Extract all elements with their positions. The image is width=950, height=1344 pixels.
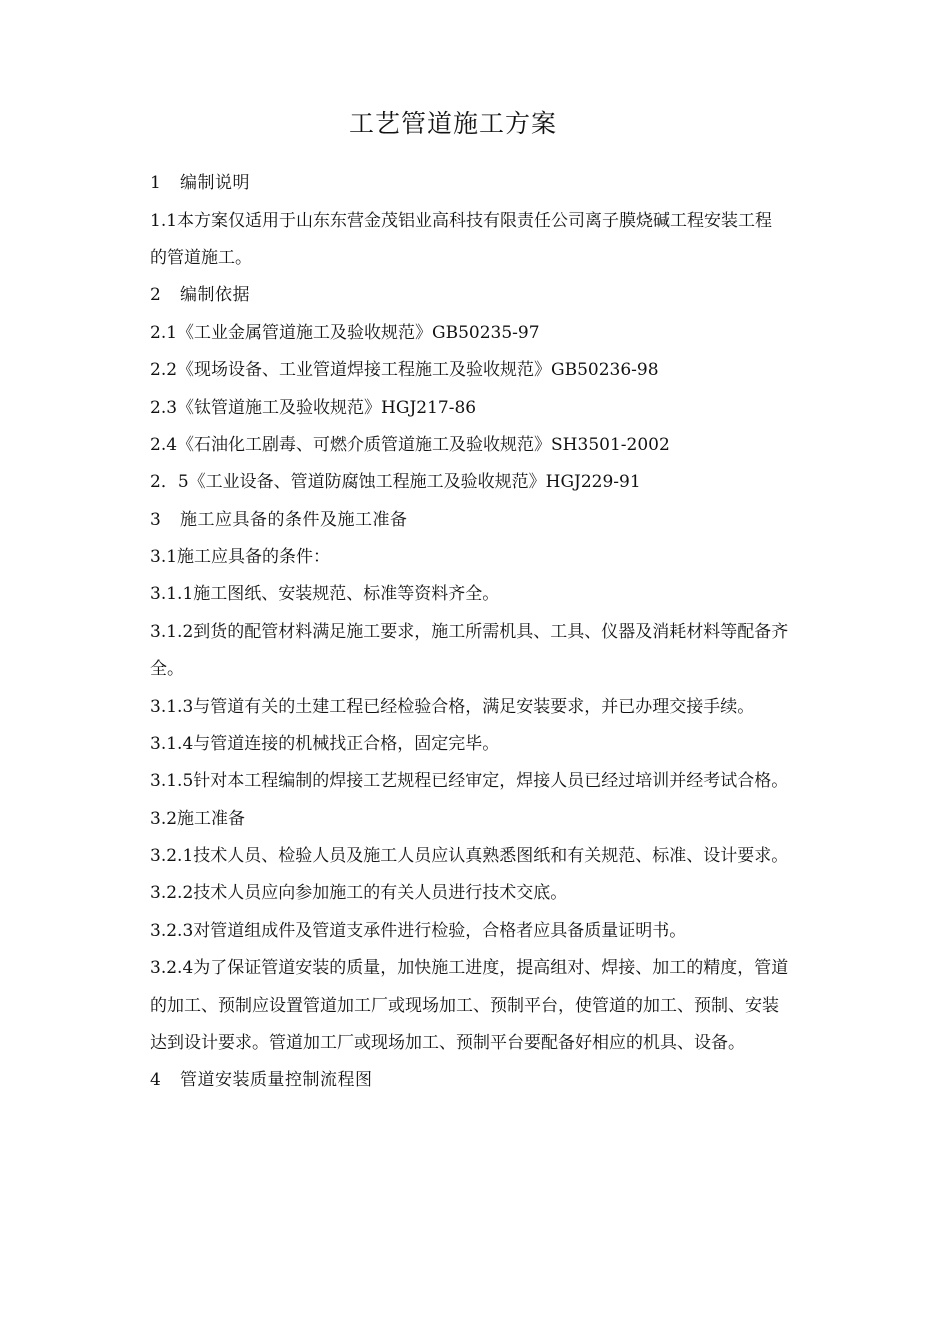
- section-heading-3: [150, 507, 870, 533]
- reference-item: 2.3《钛管道施工及验收规范》HGJ217-86: [150, 398, 477, 418]
- paragraph-line: 的管道施工。: [150, 248, 252, 268]
- section-title: 编制依据: [180, 285, 250, 305]
- reference-item: 2．5《工业设备、管道防腐蚀工程施工及验收规范》HGJ229-91: [150, 472, 641, 492]
- paragraph-line: 3.1.1施工图纸、安装规范、标准等资料齐全。: [150, 584, 500, 604]
- paragraph-line: 3.1.5针对本工程编制的焊接工艺规程已经审定，焊接人员已经过培训并经考试合格。: [150, 771, 789, 791]
- document-title: 工艺管道施工方案: [348, 109, 557, 138]
- section-title: 编制说明: [180, 173, 250, 193]
- section-title: 施工应具备的条件及施工准备: [180, 510, 408, 530]
- paragraph-line: 3.2.4为了保证管道安装的质量，加快施工进度，提高组对、焊接、加工的精度，管道: [150, 958, 789, 978]
- reference-item: 2.2《现场设备、工业管道焊接工程施工及验收规范》GB50236-98: [150, 360, 659, 380]
- paragraph-line: 3.1.4与管道连接的机械找正合格，固定完毕。: [150, 734, 500, 754]
- section-heading-1: [150, 170, 870, 196]
- subsection-heading: 3.2施工准备: [150, 809, 246, 829]
- paragraph-line: 达到设计要求。管道加工厂或现场加工、预制平台要配备好相应的机具、设备。: [150, 1033, 745, 1053]
- paragraph-line: 1.1本方案仅适用于山东东营金茂铝业高科技有限责任公司离子膜烧碱工程安装工程: [150, 211, 773, 231]
- paragraph-line: 3.1.2到货的配管材料满足施工要求，施工所需机具、工具、仪器及消耗材料等配备齐: [150, 622, 789, 642]
- section-heading-2: [150, 282, 870, 308]
- section-title: 管道安装质量控制流程图: [180, 1070, 373, 1090]
- paragraph-line: 3.2.3对管道组成件及管道支承件进行检验，合格者应具备质量证明书。: [150, 921, 687, 941]
- section-number: 4: [150, 1070, 162, 1090]
- paragraph-line: 3.2.1技术人员、检验人员及施工人员应认真熟悉图纸和有关规范、标准、设计要求。: [150, 846, 789, 866]
- paragraph-line: 3.2.2技术人员应向参加施工的有关人员进行技术交底。: [150, 883, 568, 903]
- section-number: 2: [150, 285, 162, 305]
- section-heading-4: [150, 1067, 870, 1093]
- paragraph-line: 的加工、预制应设置管道加工厂或现场加工、预制平台，使管道的加工、预制、安装: [150, 996, 779, 1016]
- section-number: 1: [150, 173, 162, 193]
- subsection-heading: 3.1施工应具备的条件：: [150, 547, 331, 567]
- paragraph-line: 全。: [150, 659, 184, 679]
- reference-item: 2.4《石油化工剧毒、可燃介质管道施工及验收规范》SH3501-2002: [150, 435, 670, 455]
- reference-item: 2.1《工业金属管道施工及验收规范》GB50235-97: [150, 323, 540, 343]
- section-number: 3: [150, 510, 162, 530]
- paragraph-line: 3.1.3与管道有关的土建工程已经检验合格，满足安装要求，并已办理交接手续。: [150, 697, 755, 717]
